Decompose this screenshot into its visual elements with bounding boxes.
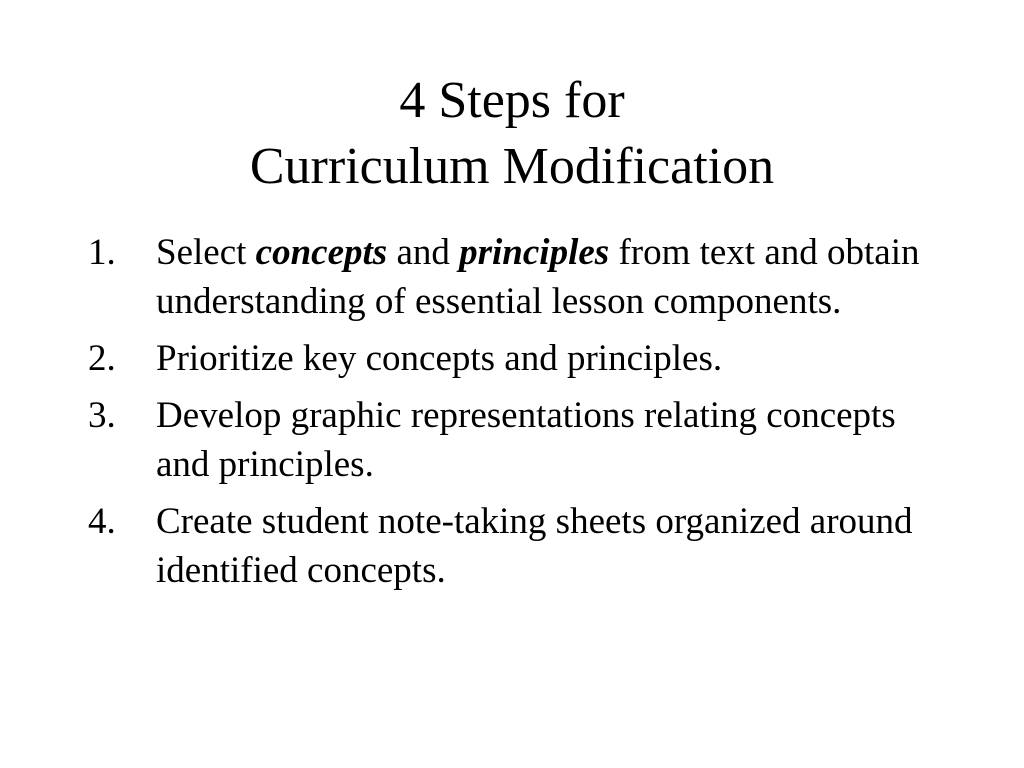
slide-title xyxy=(0,68,1024,200)
step-number: 4. xyxy=(88,501,116,542)
step-2 xyxy=(88,334,928,383)
steps-list xyxy=(88,228,928,603)
emphasis-concepts: concepts xyxy=(255,232,388,273)
step-text: Prioritize key concepts and principles. xyxy=(156,338,723,379)
step-1 xyxy=(88,228,928,326)
step-text: Develop graphic representations relating concepts and principles. xyxy=(156,395,896,485)
step-3 xyxy=(88,391,928,489)
step-number: 2. xyxy=(88,338,116,379)
emphasis-principles: principles xyxy=(459,232,610,273)
step-text-part: and xyxy=(387,232,460,273)
title-line-1: 4 Steps for xyxy=(399,72,625,129)
step-text-part: from text and obtain understanding of essential lesson components. xyxy=(156,232,920,322)
step-text: Create student note-taking sheets organized around identified concepts. xyxy=(156,501,913,591)
step-number: 3. xyxy=(88,395,116,436)
step-text-part: Select xyxy=(156,232,256,273)
step-4 xyxy=(88,497,928,595)
title-line-2: Curriculum Modification xyxy=(249,138,775,195)
step-number: 1. xyxy=(88,232,116,273)
